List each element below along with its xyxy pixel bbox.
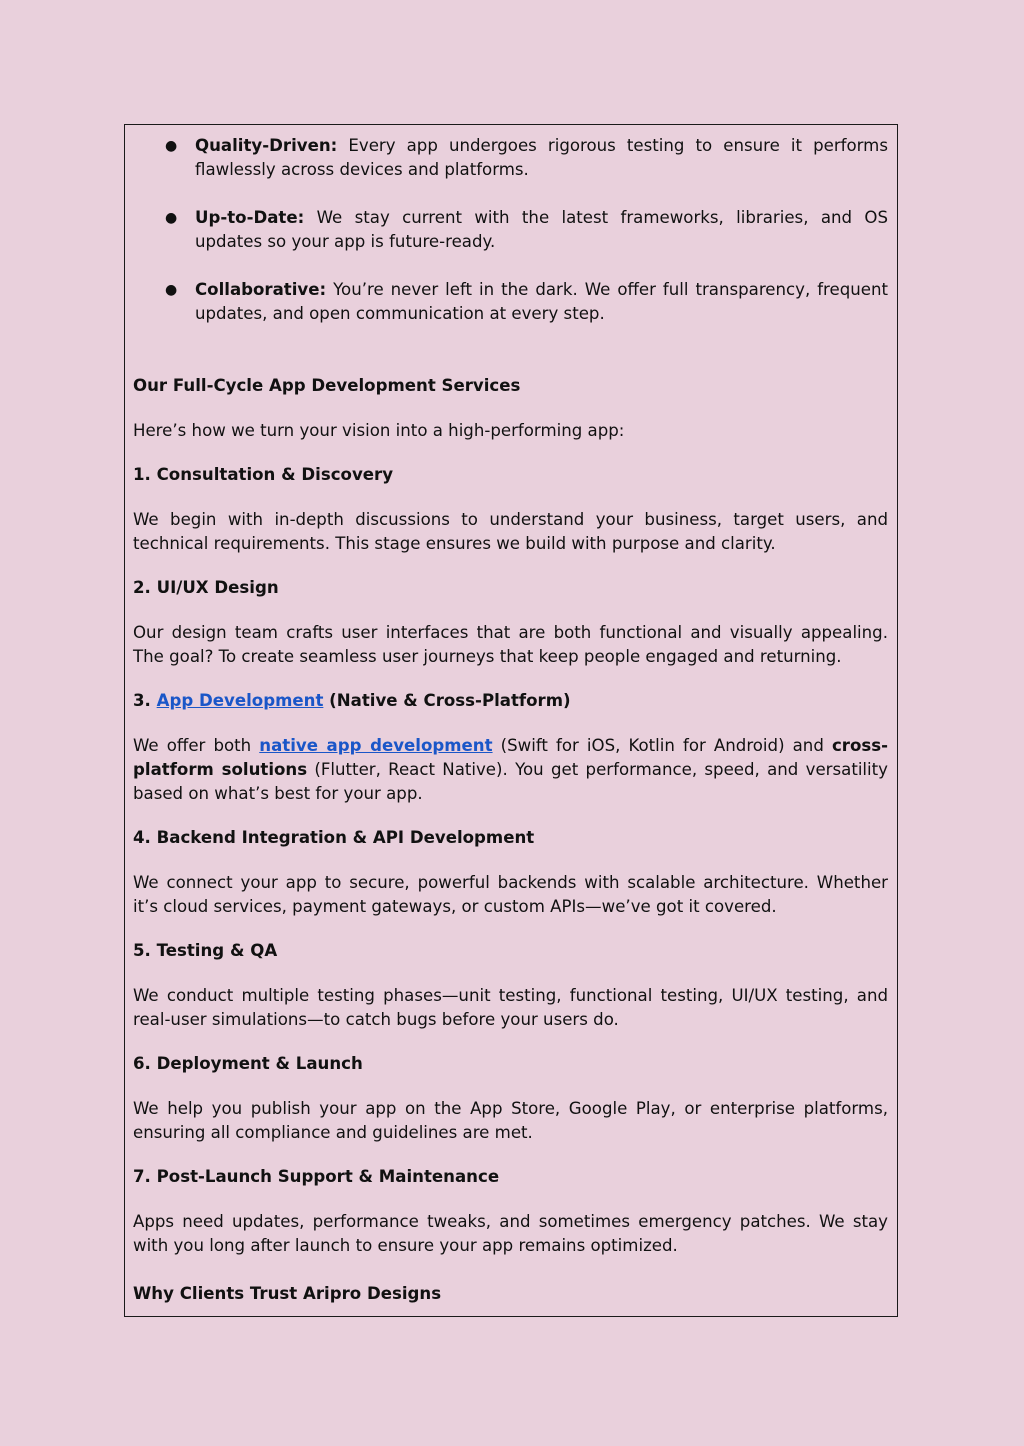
service-3-heading-prefix: 3.	[133, 691, 157, 710]
bullet-title: Quality-Driven:	[195, 136, 338, 155]
service-3-body-part-2: (Swift for iOS, Kotlin for Android) and	[492, 735, 832, 755]
bullet-dot-icon: ●	[165, 282, 178, 298]
service-6-heading: 6. Deployment & Launch	[133, 1054, 363, 1073]
service-7-body: Apps need updates, performance tweaks, and sometimes emergency patches. We stay with you long after launch to ensure your app remains optimized.	[133, 1211, 888, 1255]
service-5-heading: 5. Testing & QA	[133, 941, 278, 960]
service-3-body-part-3: (Flutter, React Native). You get performance, speed, and versatility based on what’s best for your app.	[133, 759, 888, 803]
service-6-body: We help you publish your app on the App Store, Google Play, or enterprise platforms, ensuring all compliance and guidelines are met.	[133, 1098, 888, 1142]
feature-bullet-list	[133, 134, 888, 326]
bullet-title: Up-to-Date:	[195, 208, 305, 227]
bullet-title: Collaborative:	[195, 280, 327, 299]
service-5-body: We conduct multiple testing phases—unit testing, functional testing, UI/UX testing, and real-user simulations—to catch bugs before your users do.	[133, 985, 888, 1029]
bullet-dot-icon: ●	[165, 210, 178, 226]
service-1-heading: 1. Consultation & Discovery	[133, 465, 394, 484]
native-app-development-link[interactable]: native app development	[259, 735, 493, 755]
service-3-heading	[133, 689, 888, 713]
services-intro: Here’s how we turn your vision into a high-performing app:	[133, 420, 625, 440]
content-frame	[124, 124, 898, 1317]
cross-platform-solutions-bold: cross-platform solutions	[133, 735, 889, 779]
service-2-heading: 2. UI/UX Design	[133, 578, 279, 597]
bullet-up-to-date	[133, 206, 888, 254]
service-4-body: We connect your app to secure, powerful backends with scalable architecture. Whether it’s cloud services, payment gateways, or custom APIs—we’ve got it covered.	[133, 872, 888, 916]
bullet-text: We stay current with the latest frameworks, libraries, and OS updates so your app is future-ready.	[195, 208, 888, 251]
document-body	[133, 134, 888, 1326]
bullet-dot-icon: ●	[165, 138, 178, 154]
app-development-link[interactable]: App Development	[156, 691, 324, 710]
service-7-heading: 7. Post-Launch Support & Maintenance	[133, 1167, 500, 1186]
service-3-body-part-1: We offer both	[133, 735, 260, 755]
services-heading: Our Full-Cycle App Development Services	[133, 376, 521, 395]
bullet-collaborative	[133, 278, 888, 326]
service-3-body	[133, 734, 888, 806]
service-2-body: Our design team crafts user interfaces that are both functional and visually appealing. The goal? To create seamless user journeys that keep people engaged and returning.	[133, 622, 888, 666]
bullet-text: Every app undergoes rigorous testing to ensure it performs flawlessly across devices and platforms.	[195, 136, 888, 179]
service-3-heading-suffix: (Native & Cross-Platform)	[323, 691, 571, 710]
bullet-quality-driven	[133, 134, 888, 182]
trust-heading: Why Clients Trust Aripro Designs	[133, 1283, 442, 1303]
service-4-heading: 4. Backend Integration & API Development	[133, 828, 535, 847]
service-1-body: We begin with in-depth discussions to understand your business, target users, and technical requirements. This stage ensures we build with purpose and clarity.	[133, 509, 888, 553]
bullet-text: You’re never left in the dark. We offer full transparency, frequent updates, and open communication at every step.	[195, 280, 888, 323]
